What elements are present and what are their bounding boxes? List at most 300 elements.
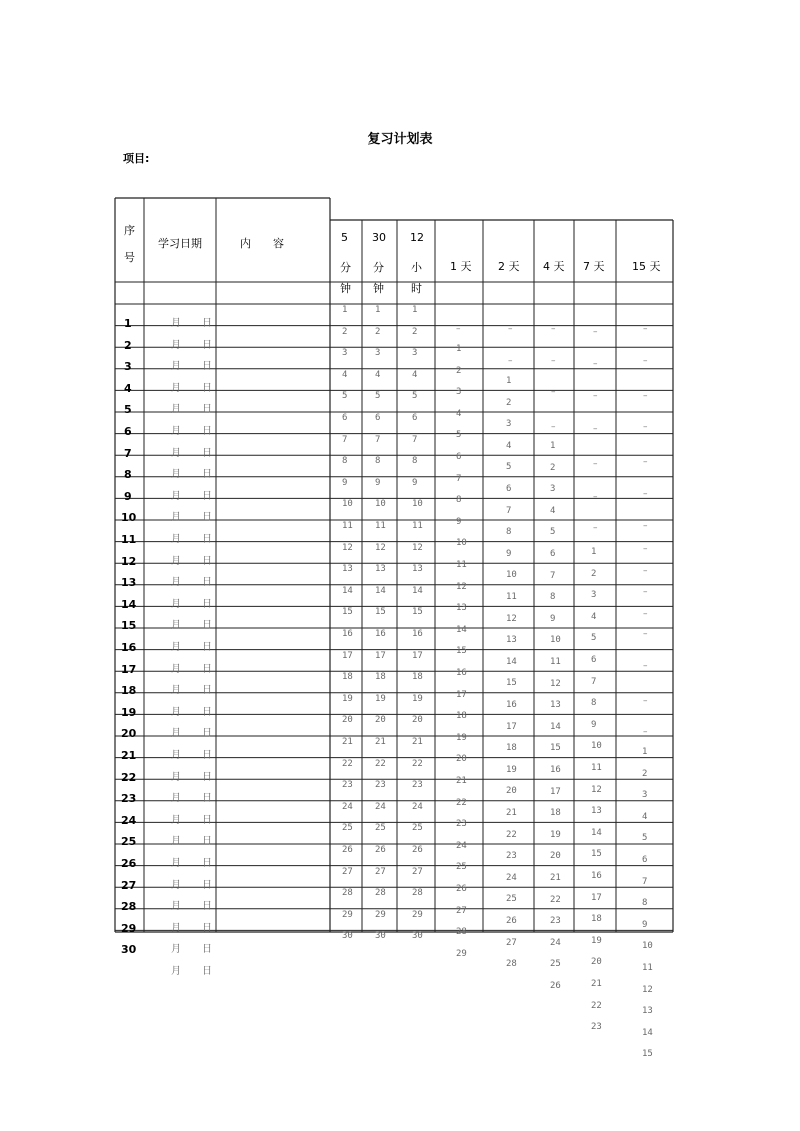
review-1day-number: 27 xyxy=(456,905,467,916)
review-30min-number: 1 xyxy=(375,305,381,315)
row-seq-number: 5 xyxy=(124,403,132,417)
date-day-label: 日 xyxy=(202,685,212,697)
review-4day-number: 13 xyxy=(550,700,561,711)
row-seq-number: 26 xyxy=(121,857,137,870)
review-7day-number: 11 xyxy=(591,763,602,773)
date-month-label: 月 xyxy=(171,555,181,567)
page-title: 复习计划表 xyxy=(367,132,433,147)
date-day-label: 日 xyxy=(202,382,212,394)
review-12h-number: 3 xyxy=(412,348,418,359)
review-4day-number: 24 xyxy=(550,937,561,948)
review-7day-number: 1 xyxy=(591,547,597,557)
date-month-label: 月 xyxy=(171,663,181,675)
review-15day-number: 8 xyxy=(642,898,648,909)
review-1day-number: 28 xyxy=(456,927,467,938)
review-1day-number: 11 xyxy=(456,560,467,570)
date-day-label: 日 xyxy=(202,922,212,934)
review-15day-number: 12 xyxy=(642,984,653,995)
placeholder-dash: – xyxy=(643,422,648,432)
review-30min-number: 3 xyxy=(375,348,381,359)
row-seq-number: 8 xyxy=(124,468,132,482)
date-month-label: 月 xyxy=(171,490,181,502)
date-month-label: 月 xyxy=(171,339,181,351)
date-day-label: 日 xyxy=(202,879,212,891)
header-4day: 4 天 xyxy=(543,260,565,273)
review-4day-number: 4 xyxy=(550,505,556,516)
review-7day-number: 17 xyxy=(591,892,602,903)
header-15day: 15 天 xyxy=(632,260,661,273)
review-30min-number: 12 xyxy=(375,542,386,553)
review-5min-number: 9 xyxy=(342,477,348,488)
review-5min-number: 8 xyxy=(342,456,348,467)
review-1day-number: 9 xyxy=(456,516,462,527)
date-month-label: 月 xyxy=(171,318,181,329)
review-1day-number: 15 xyxy=(456,646,467,657)
review-30min-number: 4 xyxy=(375,369,381,380)
review-5min-number: 2 xyxy=(342,326,348,337)
review-5min-number: 23 xyxy=(342,780,353,791)
header-seq-1: 序 xyxy=(124,224,135,237)
review-30min-number: 24 xyxy=(375,801,386,812)
review-15day-number: 11 xyxy=(642,963,653,973)
row-seq-number: 4 xyxy=(124,381,132,395)
review-15day-number: 14 xyxy=(642,1027,653,1038)
row-seq-number: 18 xyxy=(121,684,137,698)
placeholder-dash: – xyxy=(643,727,648,737)
review-1day-number: 4 xyxy=(456,408,462,419)
date-month-label: 月 xyxy=(171,642,181,653)
row-seq-number: 15 xyxy=(121,619,137,633)
review-12h-number: 14 xyxy=(412,585,423,596)
date-day-label: 日 xyxy=(202,706,212,718)
review-1day-number: 2 xyxy=(456,365,462,376)
review-2day-number: 21 xyxy=(506,808,517,818)
placeholder-dash: – xyxy=(593,391,598,401)
review-15day-number: 10 xyxy=(642,941,653,952)
placeholder-dash: – xyxy=(456,324,461,334)
review-2day-number: 2 xyxy=(506,397,512,408)
review-30min-number: 2 xyxy=(375,326,381,337)
review-5min-number: 30 xyxy=(342,931,353,942)
header-30min-3: 钟 xyxy=(373,282,384,295)
review-1day-number: 20 xyxy=(456,754,467,765)
review-30min-number: 20 xyxy=(375,715,386,726)
header-30min-1: 30 xyxy=(372,231,386,244)
header-30min-2: 分 xyxy=(373,261,384,274)
date-day-label: 日 xyxy=(202,426,212,437)
review-7day-number: 2 xyxy=(591,568,597,579)
placeholder-dash: – xyxy=(593,424,598,434)
review-4day-number: 2 xyxy=(550,462,556,473)
review-12h-number: 18 xyxy=(412,672,423,683)
row-seq-number: 10 xyxy=(121,511,137,525)
review-12h-number: 15 xyxy=(412,607,423,618)
review-30min-number: 16 xyxy=(375,629,386,639)
review-4day-number: 9 xyxy=(550,613,556,624)
date-month-label: 月 xyxy=(171,577,181,589)
review-30min-number: 15 xyxy=(375,607,386,618)
review-12h-number: 2 xyxy=(412,326,418,337)
date-month-label: 月 xyxy=(171,879,181,891)
review-5min-number: 17 xyxy=(342,650,353,661)
review-2day-number: 13 xyxy=(506,635,517,646)
review-30min-number: 10 xyxy=(375,499,386,510)
review-5min-number: 4 xyxy=(342,369,348,380)
review-30min-number: 27 xyxy=(375,866,386,877)
review-7day-number: 22 xyxy=(591,1000,602,1011)
date-month-label: 月 xyxy=(171,426,181,437)
review-12h-number: 7 xyxy=(412,434,418,445)
review-7day-number: 15 xyxy=(591,849,602,860)
review-5min-number: 10 xyxy=(342,499,353,510)
date-day-label: 日 xyxy=(202,663,212,675)
date-month-label: 月 xyxy=(171,966,181,977)
header-seq-2: 号 xyxy=(124,251,135,264)
header-5min-1: 5 xyxy=(341,231,348,244)
review-4day-number: 20 xyxy=(550,851,561,862)
review-4day-number: 10 xyxy=(550,635,561,646)
review-12h-number: 27 xyxy=(412,866,423,877)
review-2day-number: 22 xyxy=(506,829,517,840)
review-2day-number: 5 xyxy=(506,462,512,473)
review-1day-number: 22 xyxy=(456,797,467,808)
review-1day-number: 25 xyxy=(456,862,467,873)
header-content: 内 容 xyxy=(240,237,284,250)
review-30min-number: 28 xyxy=(375,888,386,899)
placeholder-dash: – xyxy=(551,387,556,397)
date-month-label: 月 xyxy=(171,598,181,610)
review-30min-number: 22 xyxy=(375,758,386,769)
review-4day-number: 18 xyxy=(550,808,561,819)
review-30min-number: 29 xyxy=(375,909,386,920)
date-day-label: 日 xyxy=(202,490,212,502)
review-7day-number: 6 xyxy=(591,655,597,665)
review-4day-number: 3 xyxy=(550,484,556,495)
placeholder-dash: – xyxy=(643,566,648,576)
review-2day-number: 1 xyxy=(506,376,512,386)
row-seq-number: 27 xyxy=(121,878,137,892)
review-7day-number: 18 xyxy=(591,914,602,925)
row-seq-number: 19 xyxy=(121,705,137,719)
date-day-label: 日 xyxy=(202,944,212,956)
review-4day-number: 25 xyxy=(550,959,561,970)
placeholder-dash: – xyxy=(593,327,598,337)
row-seq-number: 16 xyxy=(121,641,137,654)
review-4day-number: 16 xyxy=(550,765,561,775)
review-2day-number: 27 xyxy=(506,937,517,948)
review-1day-number: 12 xyxy=(456,581,467,592)
review-7day-number: 4 xyxy=(591,611,597,622)
date-month-label: 月 xyxy=(171,382,181,394)
review-2day-number: 28 xyxy=(506,959,517,970)
placeholder-dash: – xyxy=(551,324,556,334)
review-4day-number: 26 xyxy=(550,981,561,991)
review-5min-number: 28 xyxy=(342,888,353,899)
review-12h-number: 24 xyxy=(412,801,423,812)
review-5min-number: 12 xyxy=(342,542,353,553)
review-5min-number: 25 xyxy=(342,823,353,834)
date-month-label: 月 xyxy=(171,771,181,783)
date-month-label: 月 xyxy=(171,901,181,913)
row-seq-number: 30 xyxy=(121,943,137,957)
review-4day-number: 14 xyxy=(550,721,561,732)
header-2day: 2 天 xyxy=(498,260,520,273)
header-study-date: 学习日期 xyxy=(158,237,202,250)
header-12h-1: 12 xyxy=(410,231,424,244)
review-5min-number: 26 xyxy=(342,845,353,855)
review-7day-number: 5 xyxy=(591,633,597,644)
review-7day-number: 8 xyxy=(591,698,597,709)
review-12h-number: 10 xyxy=(412,499,423,510)
header-12h-2: 小 xyxy=(411,261,422,274)
review-4day-number: 22 xyxy=(550,894,561,905)
review-15day-number: 5 xyxy=(642,833,648,844)
review-1day-number: 1 xyxy=(456,344,462,354)
review-12h-number: 11 xyxy=(412,521,423,531)
review-5min-number: 13 xyxy=(342,564,353,575)
date-month-label: 月 xyxy=(171,361,181,373)
review-1day-number: 6 xyxy=(456,452,462,462)
review-2day-number: 6 xyxy=(506,484,512,494)
review-1day-number: 24 xyxy=(456,840,467,851)
review-7day-number: 14 xyxy=(591,827,602,838)
review-7day-number: 21 xyxy=(591,979,602,989)
date-month-label: 月 xyxy=(171,469,181,481)
review-15day-number: 1 xyxy=(642,747,648,757)
review-5min-number: 21 xyxy=(342,737,353,747)
review-30min-number: 18 xyxy=(375,672,386,683)
review-1day-number: 26 xyxy=(456,884,467,894)
review-4day-number: 11 xyxy=(550,657,561,667)
date-month-label: 月 xyxy=(171,728,181,740)
review-1day-number: 21 xyxy=(456,776,467,786)
header-5min-3: 钟 xyxy=(340,282,351,295)
date-month-label: 月 xyxy=(171,706,181,718)
review-30min-number: 21 xyxy=(375,737,386,747)
review-1day-number: 10 xyxy=(456,538,467,549)
review-12h-number: 16 xyxy=(412,629,423,639)
review-2day-number: 4 xyxy=(506,440,512,451)
review-2day-number: 9 xyxy=(506,548,512,559)
review-5min-number: 29 xyxy=(342,909,353,920)
review-15day-number: 6 xyxy=(642,855,648,865)
date-month-label: 月 xyxy=(171,814,181,826)
review-7day-number: 19 xyxy=(591,935,602,946)
review-4day-number: 21 xyxy=(550,873,561,883)
review-2day-number: 14 xyxy=(506,656,517,667)
review-2day-number: 7 xyxy=(506,505,512,516)
review-2day-number: 26 xyxy=(506,916,517,926)
date-day-label: 日 xyxy=(202,771,212,783)
review-1day-number: 23 xyxy=(456,819,467,830)
review-2day-number: 24 xyxy=(506,872,517,883)
date-day-label: 日 xyxy=(202,447,212,459)
review-15day-number: 4 xyxy=(642,811,648,822)
review-7day-number: 23 xyxy=(591,1022,602,1033)
review-12h-number: 12 xyxy=(412,542,423,553)
date-month-label: 月 xyxy=(171,944,181,956)
header-5min-2: 分 xyxy=(340,261,351,274)
date-day-label: 日 xyxy=(202,469,212,481)
row-seq-number: 28 xyxy=(121,900,137,914)
review-30min-number: 11 xyxy=(375,521,386,531)
review-12h-number: 23 xyxy=(412,780,423,791)
header-7day: 7 天 xyxy=(583,260,605,273)
review-1day-number: 3 xyxy=(456,387,462,398)
date-day-label: 日 xyxy=(202,534,212,545)
review-5min-number: 15 xyxy=(342,607,353,618)
review-7day-number: 9 xyxy=(591,719,597,730)
placeholder-dash: – xyxy=(593,492,598,502)
review-1day-number: 5 xyxy=(456,430,462,441)
review-30min-number: 5 xyxy=(375,391,381,402)
date-day-label: 日 xyxy=(202,793,212,805)
review-2day-number: 25 xyxy=(506,894,517,905)
row-seq-number: 29 xyxy=(121,921,137,935)
review-30min-number: 26 xyxy=(375,845,386,855)
review-30min-number: 17 xyxy=(375,650,386,661)
review-12h-number: 22 xyxy=(412,758,423,769)
review-7day-number: 10 xyxy=(591,741,602,752)
review-4day-number: 17 xyxy=(550,786,561,797)
review-4day-number: 19 xyxy=(550,829,561,840)
review-4day-number: 1 xyxy=(550,441,556,451)
review-7day-number: 20 xyxy=(591,957,602,968)
review-15day-number: 3 xyxy=(642,790,648,801)
date-day-label: 日 xyxy=(202,577,212,589)
review-12h-number: 28 xyxy=(412,888,423,899)
review-4day-number: 12 xyxy=(550,678,561,689)
date-day-label: 日 xyxy=(202,512,212,524)
row-seq-number: 17 xyxy=(121,662,137,676)
review-12h-number: 20 xyxy=(412,715,423,726)
review-15day-number: 2 xyxy=(642,768,648,779)
row-seq-number: 23 xyxy=(121,792,137,806)
review-12h-number: 13 xyxy=(412,564,423,575)
row-seq-number: 13 xyxy=(121,576,137,590)
review-7day-number: 3 xyxy=(591,590,597,601)
row-seq-number: 7 xyxy=(124,446,132,460)
review-4day-number: 5 xyxy=(550,527,556,538)
review-4day-number: 15 xyxy=(550,743,561,754)
review-2day-number: 20 xyxy=(506,786,517,797)
review-2day-number: 18 xyxy=(506,743,517,754)
date-month-label: 月 xyxy=(171,858,181,869)
date-month-label: 月 xyxy=(171,620,181,632)
placeholder-dash: – xyxy=(593,459,598,469)
date-day-label: 日 xyxy=(202,750,212,761)
review-2day-number: 23 xyxy=(506,851,517,862)
date-month-label: 月 xyxy=(171,750,181,761)
review-12h-number: 8 xyxy=(412,456,418,467)
review-2day-number: 17 xyxy=(506,721,517,732)
review-4day-number: 8 xyxy=(550,592,556,603)
review-15day-number: 15 xyxy=(642,1049,653,1060)
review-30min-number: 8 xyxy=(375,456,381,467)
review-30min-number: 14 xyxy=(375,585,386,596)
date-day-label: 日 xyxy=(202,620,212,632)
date-month-label: 月 xyxy=(171,512,181,524)
placeholder-dash: – xyxy=(643,629,648,639)
row-seq-number: 1 xyxy=(124,317,132,330)
review-15day-number: 7 xyxy=(642,876,648,887)
review-5min-number: 18 xyxy=(342,672,353,683)
review-12h-number: 1 xyxy=(412,305,418,315)
date-month-label: 月 xyxy=(171,922,181,934)
review-12h-number: 4 xyxy=(412,369,418,380)
row-seq-number: 9 xyxy=(124,489,132,503)
review-12h-number: 25 xyxy=(412,823,423,834)
review-1day-number: 14 xyxy=(456,624,467,635)
placeholder-dash: – xyxy=(551,422,556,432)
date-month-label: 月 xyxy=(171,534,181,545)
placeholder-dash: – xyxy=(643,696,648,706)
review-15day-number: 13 xyxy=(642,1006,653,1017)
placeholder-dash: – xyxy=(643,324,648,334)
row-seq-number: 11 xyxy=(121,533,137,546)
review-12h-number: 21 xyxy=(412,737,423,747)
date-day-label: 日 xyxy=(202,361,212,373)
review-1day-number: 7 xyxy=(456,473,462,484)
date-day-label: 日 xyxy=(202,966,212,977)
review-2day-number: 16 xyxy=(506,700,517,710)
placeholder-dash: – xyxy=(508,356,513,366)
placeholder-dash: – xyxy=(643,457,648,467)
review-12h-number: 29 xyxy=(412,909,423,920)
row-seq-number: 20 xyxy=(121,727,137,741)
review-30min-number: 19 xyxy=(375,693,386,704)
date-day-label: 日 xyxy=(202,814,212,826)
placeholder-dash: – xyxy=(593,359,598,369)
review-1day-number: 17 xyxy=(456,689,467,700)
date-month-label: 月 xyxy=(171,447,181,459)
placeholder-dash: – xyxy=(643,521,648,531)
review-5min-number: 19 xyxy=(342,693,353,704)
row-seq-number: 6 xyxy=(124,425,132,438)
date-day-label: 日 xyxy=(202,836,212,848)
placeholder-dash: – xyxy=(643,609,648,619)
date-day-label: 日 xyxy=(202,555,212,567)
row-seq-number: 12 xyxy=(121,554,137,568)
review-12h-number: 19 xyxy=(412,693,423,704)
review-12h-number: 17 xyxy=(412,650,423,661)
review-2day-number: 11 xyxy=(506,592,517,602)
review-4day-number: 6 xyxy=(550,549,556,559)
placeholder-dash: – xyxy=(643,356,648,366)
header-1day: 1 天 xyxy=(450,260,472,273)
review-4day-number: 7 xyxy=(550,570,556,581)
review-5min-number: 22 xyxy=(342,758,353,769)
review-30min-number: 9 xyxy=(375,477,381,488)
date-day-label: 日 xyxy=(202,339,212,351)
review-5min-number: 27 xyxy=(342,866,353,877)
review-30min-number: 6 xyxy=(375,413,381,423)
placeholder-dash: – xyxy=(643,587,648,597)
review-30min-number: 13 xyxy=(375,564,386,575)
row-seq-number: 2 xyxy=(124,338,132,352)
review-5min-number: 14 xyxy=(342,585,353,596)
date-month-label: 月 xyxy=(171,404,181,416)
date-day-label: 日 xyxy=(202,728,212,740)
review-1day-number: 18 xyxy=(456,711,467,722)
row-seq-number: 3 xyxy=(124,360,132,374)
placeholder-dash: – xyxy=(593,523,598,533)
review-2day-number: 12 xyxy=(506,613,517,624)
date-month-label: 月 xyxy=(171,685,181,697)
review-5min-number: 7 xyxy=(342,434,348,445)
review-1day-number: 29 xyxy=(456,948,467,959)
placeholder-dash: – xyxy=(508,324,513,334)
